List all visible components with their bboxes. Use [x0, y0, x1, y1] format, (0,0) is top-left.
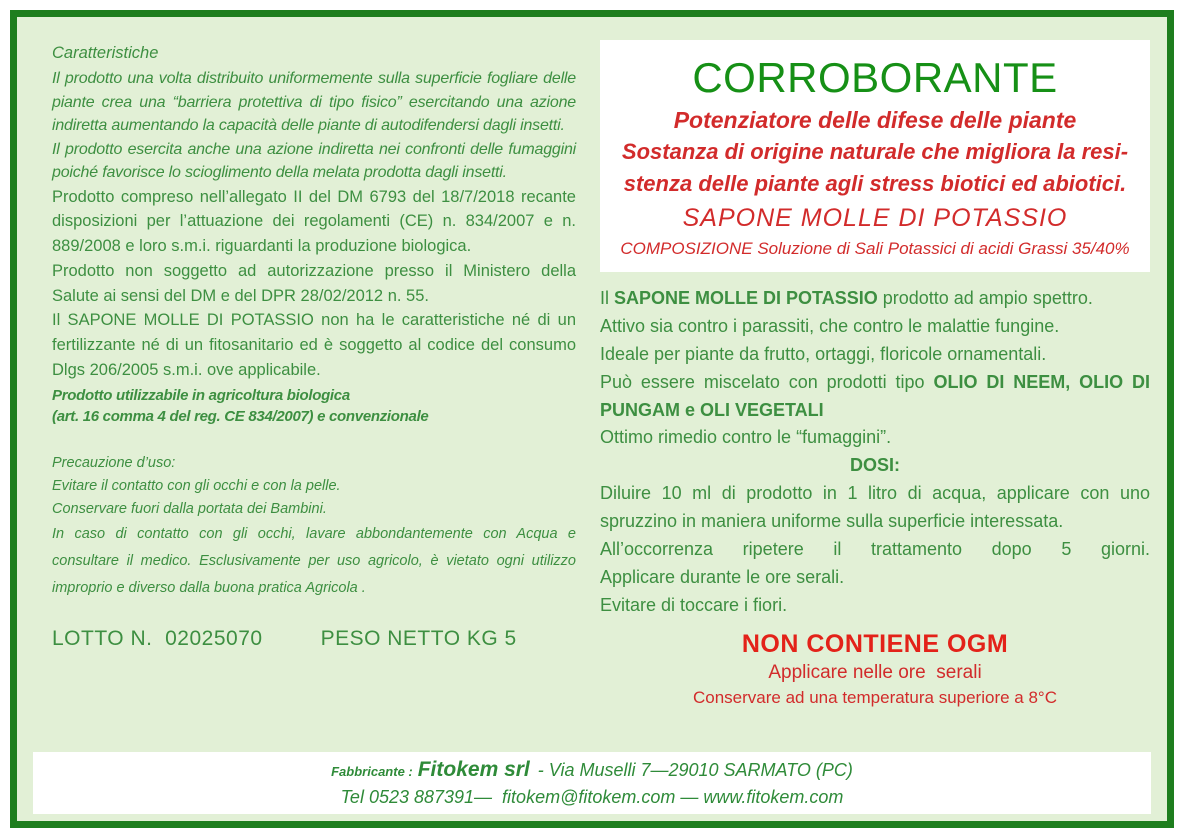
product-title: CORROBORANTE [692, 54, 1058, 101]
precaution-children: Conservare fuori dalla portata dei Bambini. [52, 500, 327, 517]
subtitle-sostanza-line-2: stenza delle piante agli stress biotici ed abiotici. [623, 170, 1127, 196]
description-attivo: Attivo sia contro i parassiti, che contro le malattie fungine. [600, 315, 1060, 336]
precaution-eyes-skin: Evitare il contatto con gli occhi e con la pelle. [52, 478, 341, 495]
description-miscelato [600, 369, 1150, 425]
regulation-paragraph-ministero: Prodotto non soggetto ad autorizzazione presso il Ministero della Salute ai sensi del DM e del DPR 28/02/2012 n. 55. [52, 261, 576, 305]
manufacturer-line [331, 756, 853, 784]
subtitle-sostanza [600, 136, 1150, 198]
contacts-line: Tel 0523 887391— fitokem@fitokem.com — www.fitokem.com [340, 786, 844, 807]
precautions-section [52, 452, 576, 601]
peso-netto: PESO NETTO KG 5 [320, 627, 517, 651]
lotto-number: LOTTO N. 02025070 [52, 627, 263, 651]
description-spettro [600, 285, 1150, 313]
caratteristiche-paragraph-2: Il prodotto esercita anche una azione indiretta nei confronti delle fumaggini poiché favorisce lo scioglimento della melata prodotta dagli insetti. [52, 140, 576, 182]
description-section [600, 285, 1150, 710]
lotto-row [52, 627, 576, 651]
right-column [600, 40, 1150, 710]
precaution-contact-usage: In caso di contatto con gli occhi, lavare abbondantemente con Acqua e consultare il medico. Esclusivamente per uso agricolo, è vietato ogni utilizzo improprio e diverso dalla buona pratica Agricola . [52, 525, 576, 596]
description-spettro-post: prodotto ad ampio spettro. [877, 288, 1093, 308]
regulation-paragraph-allegato: Prodotto compreso nell’allegato II del DM 6793 del 18/7/2018 recante disposizioni per l’attuazione dei regolamenti (CE) n. 834/2007 e n. 889/2008 e loro s.m.i. riguardanti la produzione biologica. [52, 187, 576, 256]
product-name: SAPONE MOLLE DI POTASSIO [682, 203, 1068, 232]
note-conservare: Conservare ad una temperatura superiore a 8°C [693, 687, 1057, 707]
description-spettro-product: SAPONE MOLLE DI POTASSIO [614, 288, 878, 308]
ogm-statement: NON CONTIENE OGM [741, 629, 1009, 658]
company-address: - Via Muselli 7—29010 SARMATO (PC) [537, 760, 853, 781]
description-miscelato-oils: OLIO DI NEEM, OLIO DI PUNGAM e OLI VEGETALI [600, 371, 1150, 420]
dosi-heading: DOSI: [849, 455, 900, 476]
description-miscelato-pre: Può essere miscelato con prodotti tipo [600, 371, 934, 392]
fabbricante-label: Fabbricante : [331, 764, 413, 780]
description-ideale: Ideale per piante da frutto, ortaggi, floricole ornamentali. [600, 343, 1047, 364]
composition-line: COMPOSIZIONE Soluzione di Sali Potassici di acidi Grassi 35/40% [620, 238, 1130, 258]
regulation-paragraph-codice-consumo: Il SAPONE MOLLE DI POTASSIO non ha le caratteristiche né di un fertilizzante né di un fitosanitario ed è soggetto al codice del consumo Dlgs 206/2005 s.m.i. ove applicabile. [52, 311, 576, 379]
note-applicare: Applicare nelle ore serali [768, 662, 982, 684]
subtitle-potenziatore: Potenziatore delle difese delle piante [673, 107, 1077, 134]
precautions-heading: Precauzione d’uso: [52, 455, 176, 472]
left-column [52, 42, 576, 651]
dosi-fiori: Evitare di toccare i fiori. [600, 594, 788, 615]
manufacturer-footer [33, 752, 1151, 814]
subtitle-sostanza-line-1: Sostanza di origine naturale che migliora la resi- [621, 139, 1129, 165]
bio-statement-line-2: (art. 16 comma 4 del reg. CE 834/2007) e convenzionale [52, 408, 429, 426]
description-spettro-pre: Il [600, 288, 615, 308]
bio-statement [52, 385, 576, 429]
dosi-ripetere: All’occorrenza ripetere il trattamento dopo 5 giorni. [600, 539, 1150, 560]
caratteristiche-heading: Caratteristiche [52, 44, 159, 62]
dosi-diluizione: Diluire 10 ml di prodotto in 1 litro di acqua, applicare con uno spruzzino in maniera uniforme sulla superficie interessata. [600, 483, 1150, 532]
description-fumaggini: Ottimo rimedio contro le “fumaggini”. [600, 427, 892, 448]
caratteristiche-paragraph-1: Il prodotto una volta distribuito uniformemente sulla superficie fogliare delle piante crea una “barriera protettiva di tipo fisico” esercitando una azione indiretta aumentando la capacità delle piante di autodifendersi dagli insetti. [52, 70, 576, 135]
title-box [600, 40, 1150, 272]
bio-statement-line-1: Prodotto utilizzabile in agricoltura biologica [52, 386, 350, 404]
company-name: Fitokem srl [417, 758, 530, 782]
dosi-ore-serali: Applicare durante le ore serali. [600, 566, 845, 587]
